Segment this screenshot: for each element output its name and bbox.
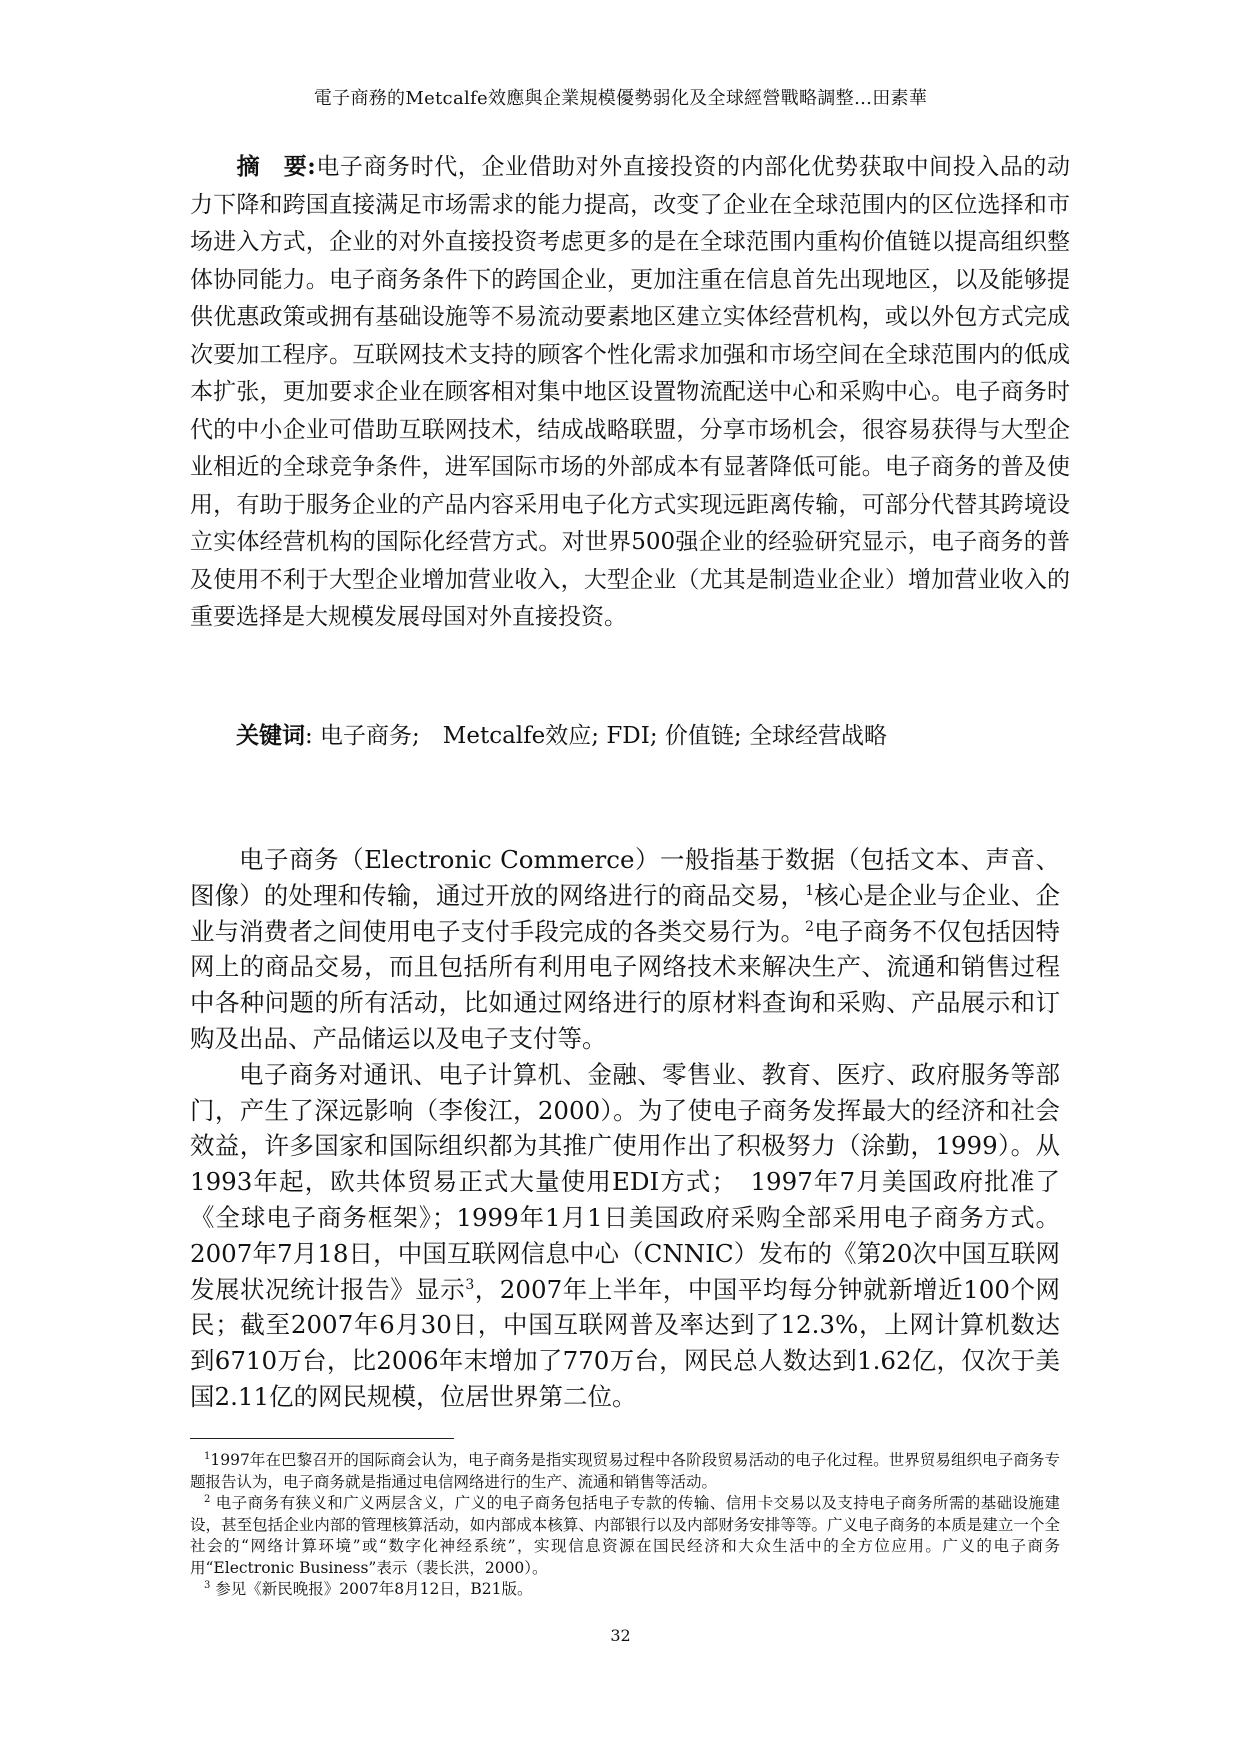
footnote-ref-2[interactable]: 2 xyxy=(805,918,814,935)
keywords-label: 关键词 xyxy=(236,722,305,749)
footnotes xyxy=(190,1450,1060,1601)
footnote-text: 电子商务有狭义和广义两层含义，广义的电子商务包括电子专款的传输、信用卡交易以及支持电子商务所需的基础设施建设，甚至包括企业内部的管理核算活动，如内部成本核算、内部银行以及内部财务安排等等。广义电子商务的本质是建立一个全社会的“网络计算环境”或“数字化神经系统”，实现信息资源在国民经济和大众生活中的全方位应用。广义的电子商务用“Electronic Business”表示（裴长洪，2000）。 xyxy=(190,1494,1060,1577)
footnote-1 xyxy=(190,1450,1060,1493)
footnote-ref-1[interactable]: 1 xyxy=(805,882,814,899)
footnote-2 xyxy=(190,1493,1060,1579)
body-text-segment: ，2007年上半年，中国平均每分钟就新增近100个网民；截至2007年6月30日，中国互联网普及率达到了12.3%，上网计算机数达到6710万台，比2006年末增加了770万台，网民总人数达到1.62亿，仅次于美国2.11亿的网民规模，位居世界第二位。 xyxy=(190,1274,1060,1411)
body-text-segment: 电子商务不仅包括因特网上的商品交易，而且包括所有利用电子网络技术来解决生产、流通和销售过程中各种问题的所有活动，比如通过网络进行的原材料查询和采购、产品展示和订购及出品、产品储运以及电子支付等。 xyxy=(190,916,1061,1053)
footnote-ref-3[interactable]: 3 xyxy=(465,1276,475,1293)
abstract xyxy=(190,148,1070,637)
abstract-label: 摘 要: xyxy=(236,153,316,180)
running-header: 電子商務的Metcalfe效應與企業規模優勢弱化及全球經營戰略調整…田素華 xyxy=(313,88,928,109)
body-text-segment: 电子商务（Electronic Commerce）一般指基于数据（包括文本、声音、图像）的处理和传输，通过开放的网络进行的商品交易， xyxy=(190,845,1060,910)
body-paragraph-1 xyxy=(190,842,1060,1057)
footnote-mark: 1 xyxy=(204,1450,211,1462)
body-text-segment: 核心是企业与企业、企业与消费者之间使用电子支付手段完成的各类交易行为。 xyxy=(190,880,1061,946)
footnote-mark: 3 xyxy=(204,1579,211,1591)
footnote-3 xyxy=(190,1579,1060,1601)
body-text-segment: 电子商务对通讯、电子计算机、金融、零售业、教育、医疗、政府服务等部门，产生了深远影响（李俊江，2000）。为了使电子商务发挥最大的经济和社会效益，许多国家和国际组织都为其推广使用作出了积极努力（涂勤，1999）。从1993年起，欧共体贸易正式大量使用EDI方式； 1997年7月美国政府批准了《全球电子商务框架》；1999年1月1日美国政府采购全部采用电子商务方式。2007年7月18日，中国互联网信息中心（CNNIC）发布的《第20次中国互联网发展状况统计报告》显示 xyxy=(190,1059,1060,1304)
abstract-text: 电子商务时代，企业借助对外直接投资的内部化优势获取中间投入品的动力下降和跨国直接满足市场需求的能力提高，改变了企业在全球范围内的区位选择和市场进入方式，企业的对外直接投资考虑更多的是在全球范围内重构价值链以提高组织整体协同能力。电子商务条件下的跨国企业，更加注重在信息首先出现地区，以及能够提供优惠政策或拥有基础设施等不易流动要素地区建立实体经营机构，或以外包方式完成次要加工程序。互联网技术支持的顾客个性化需求加强和市场空间在全球范围内的低成本扩张，更加要求企业在顾客相对集中地区设置物流配送中心和采购中心。电子商务时代的中小企业可借助互联网技术，结成战略联盟，分享市场机会，很容易获得与大型企业相近的全球竞争条件，进军国际市场的外部成本有显著降低可能。电子商务的普及使用，有助于服务企业的产品内容采用电子化方式实现远距离传输，可部分代替其跨境设立实体经营机构的国际化经营方式。对世界500强企业的经验研究显示，电子商务的普及使用不利于大型企业增加营业收入，大型企业（尤其是制造业企业）增加营业收入的重要选择是大规模发展母国对外直接投资。 xyxy=(190,154,1071,630)
keywords-text: : 电子商务; Metcalfe效应; FDI; 价值链; 全球经营战略 xyxy=(305,723,887,749)
body-text xyxy=(190,842,1060,1415)
footnote-text: 参见《新民晚报》2007年8月12日，B21版。 xyxy=(210,1580,533,1598)
footnote-mark: 2 xyxy=(204,1493,211,1505)
page-number: 32 xyxy=(610,1626,631,1645)
body-paragraph-2 xyxy=(190,1057,1060,1415)
footnote-separator xyxy=(190,1438,454,1439)
keywords xyxy=(190,717,1070,756)
footnote-text: 1997年在巴黎召开的国际商会认为，电子商务是指实现贸易过程中各阶段贸易活动的电子化过程。世界贸易组织电子商务专题报告认为，电子商务就是指通过电信网络进行的生产、流通和销售等活动。 xyxy=(190,1451,1060,1491)
